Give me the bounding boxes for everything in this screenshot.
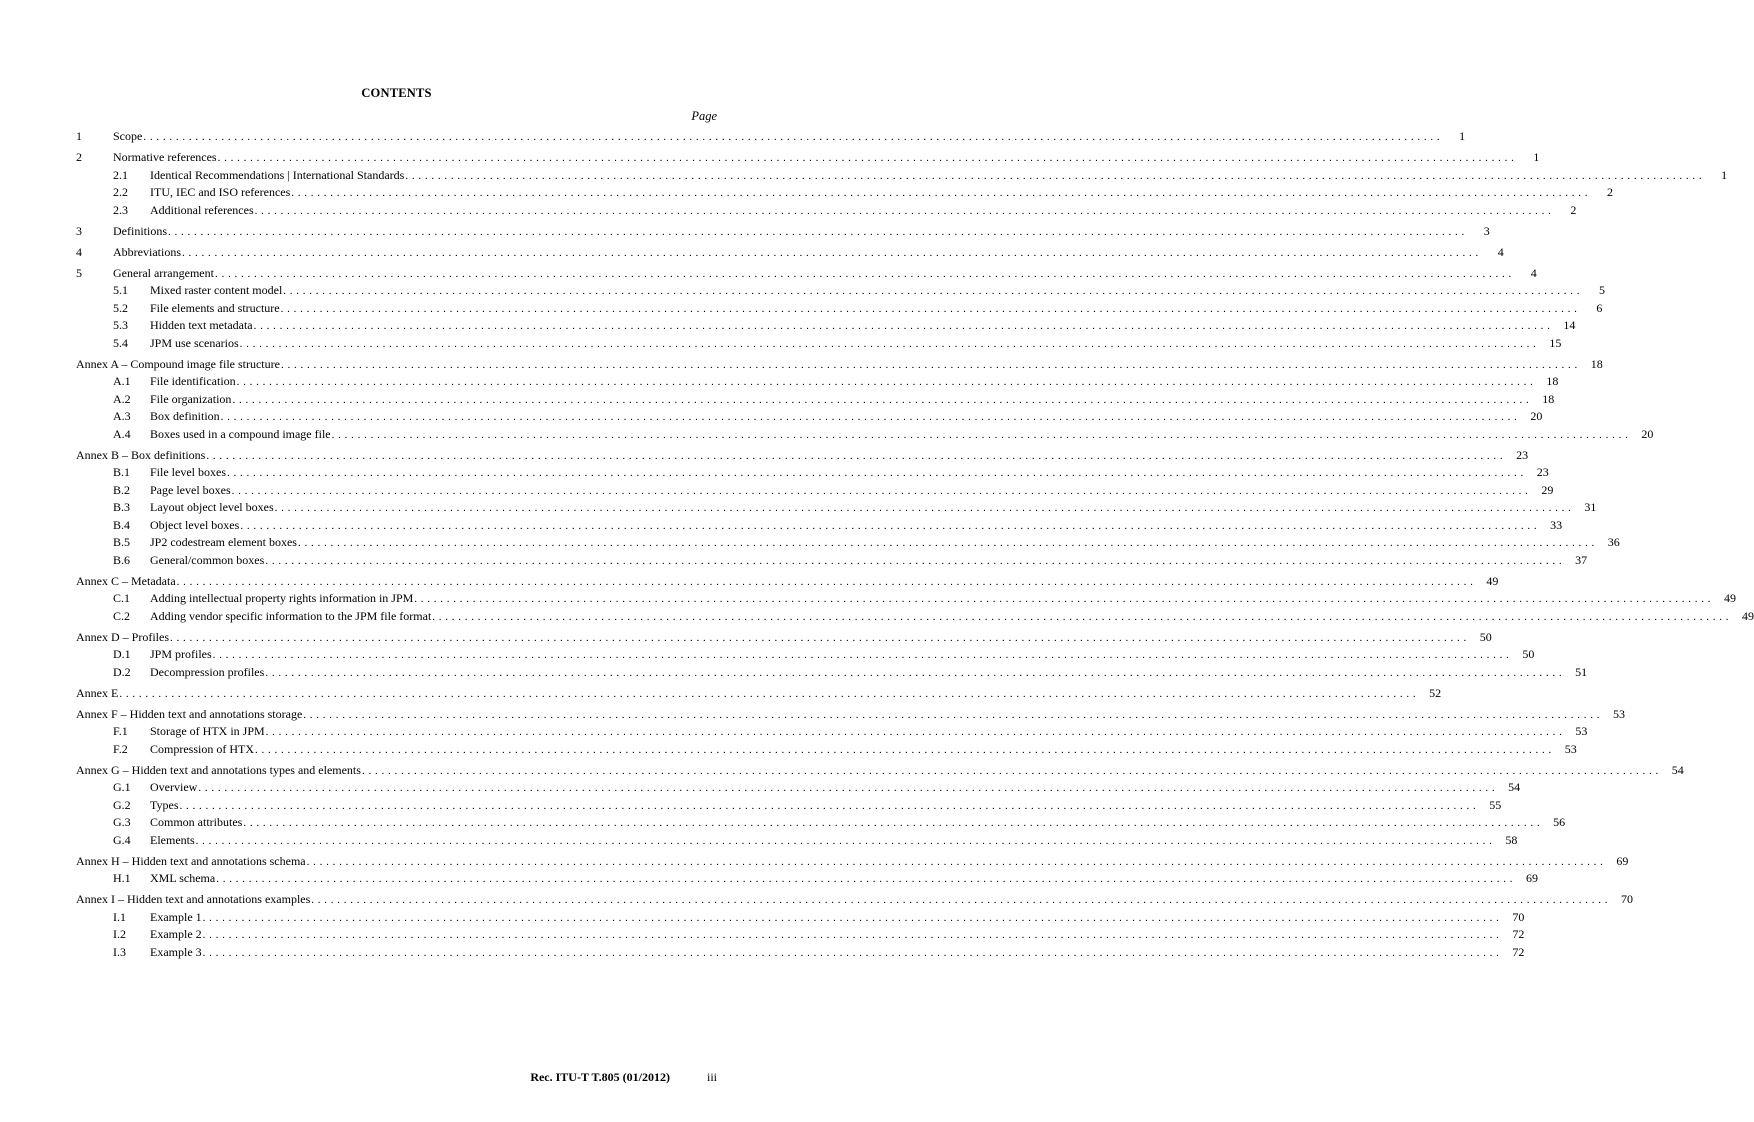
toc-entry-number: G.4 <box>113 832 131 847</box>
toc-annex-entry[interactable] <box>76 891 1634 909</box>
toc-entry[interactable] <box>76 608 1754 626</box>
toc-entry-title: File level boxes <box>150 465 226 479</box>
toc-entry-title: Hidden text metadata <box>150 318 253 332</box>
toc-leader-dots: . . . . . . . . . . . . . . . . . . . . . . . . . . . . . . . . . . . . . . . . . . . . . . . . . . . . . . . . . . . . . . . . . . . . . . . . . . . . . . . . . . . . . . . . . . . . . . . . . . . . . . . . . . . . . . . . . . . . . . . . . . . . . . . . . . . . . . . . . . . . . . . . . . . . . . . . . . . . . . . . . . . . . . . . . . . . . . . . . . . . . . . . . . . . . . . . . . . . . . . . <box>198 782 1496 794</box>
toc-leader-dots: . . . . . . . . . . . . . . . . . . . . . . . . . . . . . . . . . . . . . . . . . . . . . . . . . . . . . . . . . . . . . . . . . . . . . . . . . . . . . . . . . . . . . . . . . . . . . . . . . . . . . . . . . . . . . . . . . . . . . . . . . . . . . . . . . . . . . . . . . . . . . . . . . . . . . . . . . . . . . . . . . . . . . . . . . . . . . . . . . . . . . . . . . . . . . . . . . . . . . . . . <box>220 411 1518 423</box>
toc-entry[interactable] <box>76 265 1537 283</box>
page-footer <box>0 1070 717 1085</box>
toc-entry-number: 2.1 <box>113 167 128 182</box>
toc-entry[interactable] <box>76 464 1549 482</box>
toc-entry[interactable] <box>76 646 1535 664</box>
toc-entry-page: 18 <box>1542 391 1555 406</box>
toc-entry[interactable] <box>76 335 1562 353</box>
toc-entry[interactable] <box>76 426 1654 444</box>
toc-leader-dots: . . . . . . . . . . . . . . . . . . . . . . . . . . . . . . . . . . . . . . . . . . . . . . . . . . . . . . . . . . . . . . . . . . . . . . . . . . . . . . . . . . . . . . . . . . . . . . . . . . . . . . . . . . . . . . . . . . . . . . . . . . . . . . . . . . . . . . . . . . . . . . . . . . . . . . . . . . . . . . . . . . . . . . . . . . . . . . . . . . . . . . . . . . . . . . . . . . . . . . . . <box>283 285 1581 297</box>
toc-entry-number: C.1 <box>113 591 131 605</box>
toc-entry-title: Annex D – Profiles <box>76 629 169 644</box>
toc-leader-dots: . . . . . . . . . . . . . . . . . . . . . . . . . . . . . . . . . . . . . . . . . . . . . . . . . . . . . . . . . . . . . . . . . . . . . . . . . . . . . . . . . . . . . . . . . . . . . . . . . . . . . . . . . . . . . . . . . . . . . . . . . . . . . . . . . . . . . . . . . . . . . . . . . . . . . . . . . . . . . . . . . . . . . . . . . . . . . . . . . . . . . . . . . . . . . . . . . . . . . . . . <box>143 131 1441 143</box>
toc-entry-page: 56 <box>1553 815 1566 829</box>
toc-leader-dots: . . . . . . . . . . . . . . . . . . . . . . . . . . . . . . . . . . . . . . . . . . . . . . . . . . . . . . . . . . . . . . . . . . . . . . . . . . . . . . . . . . . . . . . . . . . . . . . . . . . . . . . . . . . . . . . . . . . . . . . . . . . . . . . . . . . . . . . . . . . . . . . . . . . . . . . . . . . . . . . . . . . . . . . . . . . . . . . . . . . . . . . . . . . . . . . . . . . . . . . . <box>202 929 1500 941</box>
toc-entry[interactable] <box>76 391 1555 409</box>
toc-entry-title: JP2 codestream element boxes <box>150 535 297 549</box>
toc-entry-number: B.3 <box>113 500 131 514</box>
toc-entry-page: 70 <box>1512 909 1525 924</box>
toc-entry[interactable] <box>76 552 1588 570</box>
toc-leader-dots: . . . . . . . . . . . . . . . . . . . . . . . . . . . . . . . . . . . . . . . . . . . . . . . . . . . . . . . . . . . . . . . . . . . . . . . . . . . . . . . . . . . . . . . . . . . . . . . . . . . . . . . . . . . . . . . . . . . . . . . . . . . . . . . . . . . . . . . . . . . . . . . . . . . . . . . . . . . . . . . . . . . . . . . . . . . . . . . . . . . . . . . . . . . . . . . . . . . . . . . . <box>195 834 1493 847</box>
toc-entry[interactable] <box>76 944 1525 962</box>
toc-leader-dots: . . . . . . . . . . . . . . . . . . . . . . . . . . . . . . . . . . . . . . . . . . . . . . . . . . . . . . . . . . . . . . . . . . . . . . . . . . . . . . . . . . . . . . . . . . . . . . . . . . . . . . . . . . . . . . . . . . . . . . . . . . . . . . . . . . . . . . . . . . . . . . . . . . . . . . . . . . . . . . . . . . . . . . . . . . . . . . . . . . . . . . . . . . . . . . . . . . . . . . . . <box>176 575 1474 588</box>
toc-entry[interactable] <box>76 926 1525 944</box>
toc-entry-title: Adding vendor specific information to the JPM file format <box>150 608 432 623</box>
toc-leader-dots: . . . . . . . . . . . . . . . . . . . . . . . . . . . . . . . . . . . . . . . . . . . . . . . . . . . . . . . . . . . . . . . . . . . . . . . . . . . . . . . . . . . . . . . . . . . . . . . . . . . . . . . . . . . . . . . . . . . . . . . . . . . . . . . . . . . . . . . . . . . . . . . . . . . . . . . . . . . . . . . . . . . . . . . . . . . . . . . . . . . . . . . . . . . . . . . . . . . . . . . . <box>254 204 1552 217</box>
toc-entry[interactable] <box>76 223 1490 241</box>
toc-leader-dots: . . . . . . . . . . . . . . . . . . . . . . . . . . . . . . . . . . . . . . . . . . . . . . . . . . . . . . . . . . . . . . . . . . . . . . . . . . . . . . . . . . . . . . . . . . . . . . . . . . . . . . . . . . . . . . . . . . . . . . . . . . . . . . . . . . . . . . . . . . . . . . . . . . . . . . . . . . . . . . . . . . . . . . . . . . . . . . . . . . . . . . . . . . . . . . . . . . . . . . . . <box>182 246 1479 259</box>
toc-entry[interactable] <box>76 244 1504 262</box>
toc-entry-title: Annex G – Hidden text and annotations types and elements <box>76 762 361 777</box>
toc-entry-page: 55 <box>1489 797 1502 812</box>
toc-leader-dots: . . . . . . . . . . . . . . . . . . . . . . . . . . . . . . . . . . . . . . . . . . . . . . . . . . . . . . . . . . . . . . . . . . . . . . . . . . . . . . . . . . . . . . . . . . . . . . . . . . . . . . . . . . . . . . . . . . . . . . . . . . . . . . . . . . . . . . . . . . . . . . . . . . . . . . . . . . . . . . . . . . . . . . . . . . . . . . . . . . . . . . . . . . . . . . . . . . . . . . . . <box>414 593 1712 605</box>
toc-entry-number: F.2 <box>113 741 128 756</box>
toc-entry-page: 54 <box>1671 762 1684 777</box>
toc-entry-title: Annex B – Box definitions <box>76 447 206 462</box>
toc-leader-dots: . . . . . . . . . . . . . . . . . . . . . . . . . . . . . . . . . . . . . . . . . . . . . . . . . . . . . . . . . . . . . . . . . . . . . . . . . . . . . . . . . . . . . . . . . . . . . . . . . . . . . . . . . . . . . . . . . . . . . . . . . . . . . . . . . . . . . . . . . . . . . . . . . . . . . . . . . . . . . . . . . . . . . . . . . . . . . . . . . . . . . . . . . . . . . . . . . . . . . . . . <box>297 537 1595 549</box>
toc-entry[interactable] <box>76 300 1603 318</box>
toc-entry-title: Adding intellectual property rights information in JPM <box>150 591 414 605</box>
toc-annex-entry[interactable] <box>76 629 1492 647</box>
toc-entry-page: 69 <box>1616 853 1629 868</box>
toc-entry-number: 2.2 <box>113 185 128 199</box>
toc-leader-dots: . . . . . . . . . . . . . . . . . . . . . . . . . . . . . . . . . . . . . . . . . . . . . . . . . . . . . . . . . . . . . . . . . . . . . . . . . . . . . . . . . . . . . . . . . . . . . . . . . . . . . . . . . . . . . . . . . . . . . . . . . . . . . . . . . . . . . . . . . . . . . . . . . . . . . . . . . . . . . . . . . . . . . . . . . . . . . . . . . . . . . . . . . . . . . . . . . . . . . . . . <box>432 610 1730 623</box>
toc-entry-title: General arrangement <box>113 265 214 280</box>
toc-leader-dots: . . . . . . . . . . . . . . . . . . . . . . . . . . . . . . . . . . . . . . . . . . . . . . . . . . . . . . . . . . . . . . . . . . . . . . . . . . . . . . . . . . . . . . . . . . . . . . . . . . . . . . . . . . . . . . . . . . . . . . . . . . . . . . . . . . . . . . . . . . . . . . . . . . . . . . . . . . . . . . . . . . . . . . . . . . . . . . . . . . . . . . . . . . . . . . . . . . . . . . . . <box>311 894 1609 906</box>
toc-entry-page: 72 <box>1512 927 1525 941</box>
toc-leader-dots: . . . . . . . . . . . . . . . . . . . . . . . . . . . . . . . . . . . . . . . . . . . . . . . . . . . . . . . . . . . . . . . . . . . . . . . . . . . . . . . . . . . . . . . . . . . . . . . . . . . . . . . . . . . . . . . . . . . . . . . . . . . . . . . . . . . . . . . . . . . . . . . . . . . . . . . . . . . . . . . . . . . . . . . . . . . . . . . . . . . . . . . . . . . . . . . . . . . . . . . . <box>170 631 1467 644</box>
toc-entry-title: Elements <box>150 832 195 847</box>
toc-entry-number: I.2 <box>113 927 126 941</box>
toc-entry-title: Scope <box>113 129 143 143</box>
toc-entry-title: Storage of HTX in JPM <box>150 724 265 738</box>
toc-leader-dots: . . . . . . . . . . . . . . . . . . . . . . . . . . . . . . . . . . . . . . . . . . . . . . . . . . . . . . . . . . . . . . . . . . . . . . . . . . . . . . . . . . . . . . . . . . . . . . . . . . . . . . . . . . . . . . . . . . . . . . . . . . . . . . . . . . . . . . . . . . . . . . . . . . . . . . . . . . . . . . . . . . . . . . . . . . . . . . . . . . . . . . . . . . . . . . . . . . . . . . . . <box>280 302 1578 315</box>
toc-entry-title: Page level boxes <box>150 482 231 497</box>
toc-leader-dots: . . . . . . . . . . . . . . . . . . . . . . . . . . . . . . . . . . . . . . . . . . . . . . . . . . . . . . . . . . . . . . . . . . . . . . . . . . . . . . . . . . . . . . . . . . . . . . . . . . . . . . . . . . . . . . . . . . . . . . . . . . . . . . . . . . . . . . . . . . . . . . . . . . . . . . . . . . . . . . . . . . . . . . . . . . . . . . . . . . . . . . . . . . . . . . . . . . . . . . . . <box>265 554 1563 567</box>
toc-leader-dots: . . . . . . . . . . . . . . . . . . . . . . . . . . . . . . . . . . . . . . . . . . . . . . . . . . . . . . . . . . . . . . . . . . . . . . . . . . . . . . . . . . . . . . . . . . . . . . . . . . . . . . . . . . . . . . . . . . . . . . . . . . . . . . . . . . . . . . . . . . . . . . . . . . . . . . . . . . . . . . . . . . . . . . . . . . . . . . . . . . . . . . . . . . . . . . . . . . . . . . . . <box>236 376 1534 388</box>
toc-entry-number: I.3 <box>113 944 126 959</box>
toc-leader-dots: . . . . . . . . . . . . . . . . . . . . . . . . . . . . . . . . . . . . . . . . . . . . . . . . . . . . . . . . . . . . . . . . . . . . . . . . . . . . . . . . . . . . . . . . . . . . . . . . . . . . . . . . . . . . . . . . . . . . . . . . . . . . . . . . . . . . . . . . . . . . . . . . . . . . . . . . . . . . . . . . . . . . . . . . . . . . . . . . . . . . . . . . . . . . . . . . . . . . . . . . <box>231 484 1529 497</box>
toc-entry-page: 15 <box>1549 335 1562 350</box>
toc-entry-page: 2 <box>1607 185 1614 199</box>
toc-entry-page: 51 <box>1575 664 1588 679</box>
toc-entry-number: A.3 <box>113 409 131 423</box>
toc-entry-page: 14 <box>1563 318 1576 332</box>
toc-entry-number: D.2 <box>113 664 131 679</box>
toc-entry-page: 1 <box>1721 167 1728 182</box>
toc-entry-number: A.2 <box>113 391 131 406</box>
toc-leader-dots: . . . . . . . . . . . . . . . . . . . . . . . . . . . . . . . . . . . . . . . . . . . . . . . . . . . . . . . . . . . . . . . . . . . . . . . . . . . . . . . . . . . . . . . . . . . . . . . . . . . . . . . . . . . . . . . . . . . . . . . . . . . . . . . . . . . . . . . . . . . . . . . . . . . . . . . . . . . . . . . . . . . . . . . . . . . . . . . . . . . . . . . . . . . . . . . . . . . . . . . . <box>226 467 1524 479</box>
toc-entry-title: General/common boxes <box>150 552 265 567</box>
toc-entry-number: B.2 <box>113 482 131 497</box>
toc-entry-title: Annex A – Compound image file structure <box>76 356 280 371</box>
toc-entry-title: Abbreviations <box>113 244 181 259</box>
toc-entry-number: A.1 <box>113 374 131 388</box>
toc-entry[interactable] <box>76 741 1577 759</box>
toc-entry[interactable] <box>76 202 1577 220</box>
toc-leader-dots: . . . . . . . . . . . . . . . . . . . . . . . . . . . . . . . . . . . . . . . . . . . . . . . . . . . . . . . . . . . . . . . . . . . . . . . . . . . . . . . . . . . . . . . . . . . . . . . . . . . . . . . . . . . . . . . . . . . . . . . . . . . . . . . . . . . . . . . . . . . . . . . . . . . . . . . . . . . . . . . . . . . . . . . . . . . . . . . . . . . . . . . . . . . . . . . . . . . . . . . . <box>405 169 1703 182</box>
toc-annex-entry[interactable] <box>76 447 1529 465</box>
toc-entry-page: 4 <box>1530 265 1537 280</box>
toc-leader-dots: . . . . . . . . . . . . . . . . . . . . . . . . . . . . . . . . . . . . . . . . . . . . . . . . . . . . . . . . . . . . . . . . . . . . . . . . . . . . . . . . . . . . . . . . . . . . . . . . . . . . . . . . . . . . . . . . . . . . . . . . . . . . . . . . . . . . . . . . . . . . . . . . . . . . . . . . . . . . . . . . . . . . . . . . . . . . . . . . . . . . . . . . . . . . . . . . . . . . . . . . <box>291 187 1589 199</box>
toc-leader-dots: . . . . . . . . . . . . . . . . . . . . . . . . . . . . . . . . . . . . . . . . . . . . . . . . . . . . . . . . . . . . . . . . . . . . . . . . . . . . . . . . . . . . . . . . . . . . . . . . . . . . . . . . . . . . . . . . . . . . . . . . . . . . . . . . . . . . . . . . . . . . . . . . . . . . . . . . . . . . . . . . . . . . . . . . . . . . . . . . . . . . . . . . . . . . . . . . . . . . . . . . <box>361 764 1659 777</box>
toc-entry-title: Example 2 <box>150 927 202 941</box>
toc-entry-page: 36 <box>1607 535 1620 549</box>
toc-entry-page: 37 <box>1575 552 1588 567</box>
toc-entry-number: 2 <box>76 150 82 164</box>
toc-entry-page: 54 <box>1508 780 1521 794</box>
toc-entry-number: D.1 <box>113 647 131 661</box>
toc-entry-title: Annex F – Hidden text and annotations storage <box>76 706 303 721</box>
toc-entry-number: 4 <box>76 244 82 259</box>
toc-entry[interactable] <box>76 797 1502 815</box>
toc-entry-title: Boxes used in a compound image file <box>150 426 331 441</box>
toc-entry[interactable] <box>76 814 1566 832</box>
toc-leader-dots: . . . . . . . . . . . . . . . . . . . . . . . . . . . . . . . . . . . . . . . . . . . . . . . . . . . . . . . . . . . . . . . . . . . . . . . . . . . . . . . . . . . . . . . . . . . . . . . . . . . . . . . . . . . . . . . . . . . . . . . . . . . . . . . . . . . . . . . . . . . . . . . . . . . . . . . . . . . . . . . . . . . . . . . . . . . . . . . . . . . . . . . . . . . . . . . . . . . . . . . . <box>239 337 1537 350</box>
toc-entry-page: 5 <box>1599 283 1606 297</box>
page-title: CONTENTS <box>361 86 432 100</box>
toc-leader-dots: . . . . . . . . . . . . . . . . . . . . . . . . . . . . . . . . . . . . . . . . . . . . . . . . . . . . . . . . . . . . . . . . . . . . . . . . . . . . . . . . . . . . . . . . . . . . . . . . . . . . . . . . . . . . . . . . . . . . . . . . . . . . . . . . . . . . . . . . . . . . . . . . . . . . . . . . . . . . . . . . . . . . . . . . . . . . . . . . . . . . . . . . . . . . . . . . . . . . . . . . <box>202 911 1500 924</box>
toc-leader-dots: . . . . . . . . . . . . . . . . . . . . . . . . . . . . . . . . . . . . . . . . . . . . . . . . . . . . . . . . . . . . . . . . . . . . . . . . . . . . . . . . . . . . . . . . . . . . . . . . . . . . . . . . . . . . . . . . . . . . . . . . . . . . . . . . . . . . . . . . . . . . . . . . . . . . . . . . . . . . . . . . . . . . . . . . . . . . . . . . . . . . . . . . . . . . . . . . . . . . . . . . <box>216 873 1513 885</box>
toc-entry-number: G.3 <box>113 815 131 829</box>
toc-leader-dots: . . . . . . . . . . . . . . . . . . . . . . . . . . . . . . . . . . . . . . . . . . . . . . . . . . . . . . . . . . . . . . . . . . . . . . . . . . . . . . . . . . . . . . . . . . . . . . . . . . . . . . . . . . . . . . . . . . . . . . . . . . . . . . . . . . . . . . . . . . . . . . . . . . . . . . . . . . . . . . . . . . . . . . . . . . . . . . . . . . . . . . . . . . . . . . . . . . . . . . . . <box>212 649 1510 661</box>
toc-entry[interactable] <box>76 909 1525 927</box>
toc-entry-title: Annex E <box>76 685 119 700</box>
toc-leader-dots: . . . . . . . . . . . . . . . . . . . . . . . . . . . . . . . . . . . . . . . . . . . . . . . . . . . . . . . . . . . . . . . . . . . . . . . . . . . . . . . . . . . . . . . . . . . . . . . . . . . . . . . . . . . . . . . . . . . . . . . . . . . . . . . . . . . . . . . . . . . . . . . . . . . . . . . . . . . . . . . . . . . . . . . . . . . . . . . . . . . . . . . . . . . . . . . . . . . . . . . . <box>232 393 1530 406</box>
toc-entry-page: 53 <box>1564 741 1577 756</box>
toc-leader-dots: . . . . . . . . . . . . . . . . . . . . . . . . . . . . . . . . . . . . . . . . . . . . . . . . . . . . . . . . . . . . . . . . . . . . . . . . . . . . . . . . . . . . . . . . . . . . . . . . . . . . . . . . . . . . . . . . . . . . . . . . . . . . . . . . . . . . . . . . . . . . . . . . . . . . . . . . . . . . . . . . . . . . . . . . . . . . . . . . . . . . . . . . . . . . . . . . . . . . . . . . <box>240 519 1538 532</box>
toc-entry[interactable] <box>76 517 1563 535</box>
toc-entry-number: F.1 <box>113 724 128 738</box>
toc-entry-title: Additional references <box>150 202 254 217</box>
toc-entry[interactable] <box>76 499 1597 517</box>
toc-leader-dots: . . . . . . . . . . . . . . . . . . . . . . . . . . . . . . . . . . . . . . . . . . . . . . . . . . . . . . . . . . . . . . . . . . . . . . . . . . . . . . . . . . . . . . . . . . . . . . . . . . . . . . . . . . . . . . . . . . . . . . . . . . . . . . . . . . . . . . . . . . . . . . . . . . . . . . . . . . . . . . . . . . . . . . . . . . . . . . . . . . . . . . . . . . . . . . . . . . . . . . . . <box>202 946 1500 959</box>
toc-entry-number: C.2 <box>113 608 131 623</box>
toc-entry-page: 4 <box>1497 244 1504 259</box>
toc-entry-number: G.2 <box>113 797 131 812</box>
toc-entry-title: XML schema <box>150 871 216 885</box>
toc-entry-number: 3 <box>76 223 82 238</box>
page-column-label: Page <box>691 109 717 123</box>
toc-entry-number: B.1 <box>113 465 131 479</box>
toc-entry-title: Annex C – Metadata <box>76 573 176 588</box>
toc-entry[interactable] <box>76 482 1554 500</box>
toc-leader-dots: . . . . . . . . . . . . . . . . . . . . . . . . . . . . . . . . . . . . . . . . . . . . . . . . . . . . . . . . . . . . . . . . . . . . . . . . . . . . . . . . . . . . . . . . . . . . . . . . . . . . . . . . . . . . . . . . . . . . . . . . . . . . . . . . . . . . . . . . . . . . . . . . . . . . . . . . . . . . . . . . . . . . . . . . . . . . . . . . . . . . . . . . . . . . . . . . . . . . . . . . <box>265 666 1563 679</box>
toc-leader-dots: . . . . . . . . . . . . . . . . . . . . . . . . . . . . . . . . . . . . . . . . . . . . . . . . . . . . . . . . . . . . . . . . . . . . . . . . . . . . . . . . . . . . . . . . . . . . . . . . . . . . . . . . . . . . . . . . . . . . . . . . . . . . . . . . . . . . . . . . . . . . . . . . . . . . . . . . . . . . . . . . . . . . . . . . . . . . . . . . . . . . . . . . . . . . . . . . . . . . . . . . <box>274 502 1572 514</box>
toc-entry-page: 18 <box>1590 356 1603 371</box>
toc-entry-number: B.5 <box>113 535 131 549</box>
toc-entry-title: Types <box>150 797 179 812</box>
toc-entry-page: 1 <box>1459 129 1466 143</box>
toc-entry[interactable] <box>76 282 1606 300</box>
toc-entry-number: 5 <box>76 265 82 280</box>
toc-entry-title: File identification <box>150 374 236 388</box>
toc-leader-dots: . . . . . . . . . . . . . . . . . . . . . . . . . . . . . . . . . . . . . . . . . . . . . . . . . . . . . . . . . . . . . . . . . . . . . . . . . . . . . . . . . . . . . . . . . . . . . . . . . . . . . . . . . . . . . . . . . . . . . . . . . . . . . . . . . . . . . . . . . . . . . . . . . . . . . . . . . . . . . . . . . . . . . . . . . . . . . . . . . . . . . . . . . . . . . . . . . . . . . . . . <box>265 726 1563 738</box>
toc-entry-page: 18 <box>1546 374 1559 388</box>
toc-entry[interactable] <box>76 149 1540 167</box>
toc-entry-title: Object level boxes <box>150 517 240 532</box>
toc-entry-title: Normative references <box>113 150 217 164</box>
toc-leader-dots: . . . . . . . . . . . . . . . . . . . . . . . . . . . . . . . . . . . . . . . . . . . . . . . . . . . . . . . . . . . . . . . . . . . . . . . . . . . . . . . . . . . . . . . . . . . . . . . . . . . . . . . . . . . . . . . . . . . . . . . . . . . . . . . . . . . . . . . . . . . . . . . . . . . . . . . . . . . . . . . . . . . . . . . . . . . . . . . . . . . . . . . . . . . . . . . . . . . . . . . . <box>243 817 1541 829</box>
toc-entry-page: 3 <box>1483 223 1490 238</box>
toc-entry-page: 6 <box>1596 300 1603 315</box>
toc-entry[interactable] <box>76 317 1576 335</box>
toc-entry-title: Example 3 <box>150 944 202 959</box>
table-of-contents <box>76 128 1754 961</box>
toc-leader-dots: . . . . . . . . . . . . . . . . . . . . . . . . . . . . . . . . . . . . . . . . . . . . . . . . . . . . . . . . . . . . . . . . . . . . . . . . . . . . . . . . . . . . . . . . . . . . . . . . . . . . . . . . . . . . . . . . . . . . . . . . . . . . . . . . . . . . . . . . . . . . . . . . . . . . . . . . . . . . . . . . . . . . . . . . . . . . . . . . . . . . . . . . . . . . . . . . . . . . . . . . <box>306 855 1604 868</box>
toc-annex-entry[interactable] <box>76 573 1499 591</box>
toc-leader-dots: . . . . . . . . . . . . . . . . . . . . . . . . . . . . . . . . . . . . . . . . . . . . . . . . . . . . . . . . . . . . . . . . . . . . . . . . . . . . . . . . . . . . . . . . . . . . . . . . . . . . . . . . . . . . . . . . . . . . . . . . . . . . . . . . . . . . . . . . . . . . . . . . . . . . . . . . . . . . . . . . . . . . . . . . . . . . . . . . . . . . . . . . . . . . . . . . . . . . . . . . <box>331 428 1629 441</box>
toc-leader-dots: . . . . . . . . . . . . . . . . . . . . . . . . . . . . . . . . . . . . . . . . . . . . . . . . . . . . . . . . . . . . . . . . . . . . . . . . . . . . . . . . . . . . . . . . . . . . . . . . . . . . . . . . . . . . . . . . . . . . . . . . . . . . . . . . . . . . . . . . . . . . . . . . . . . . . . . . . . . . . . . . . . . . . . . . . . . . . . . . . . . . . . . . . . . . . . . . . . . . . . . . <box>214 267 1512 280</box>
toc-entry-page: 53 <box>1575 724 1588 738</box>
toc-entry-page: 50 <box>1479 629 1492 644</box>
toc-entry[interactable] <box>76 128 1466 146</box>
toc-entry-page: 2 <box>1570 202 1577 217</box>
toc-entry-page: 49 <box>1742 608 1754 623</box>
toc-entry-page: 58 <box>1505 832 1518 847</box>
toc-entry[interactable] <box>76 408 1543 426</box>
toc-entry-page: 33 <box>1550 517 1563 532</box>
toc-entry-number: 5.1 <box>113 283 128 297</box>
toc-entry[interactable] <box>76 167 1728 185</box>
toc-leader-dots: . . . . . . . . . . . . . . . . . . . . . . . . . . . . . . . . . . . . . . . . . . . . . . . . . . . . . . . . . . . . . . . . . . . . . . . . . . . . . . . . . . . . . . . . . . . . . . . . . . . . . . . . . . . . . . . . . . . . . . . . . . . . . . . . . . . . . . . . . . . . . . . . . . . . . . . . . . . . . . . . . . . . . . . . . . . . . . . . . . . . . . . . . . . . . . . . . . . . . . . . <box>253 320 1551 332</box>
toc-entry-number: H.1 <box>113 871 131 885</box>
toc-entry-title: Definitions <box>113 223 167 238</box>
toc-entry-page: 23 <box>1536 465 1549 479</box>
toc-entry-page: 29 <box>1541 482 1554 497</box>
toc-entry-page: 52 <box>1429 685 1442 700</box>
page-number: iii <box>706 1070 717 1084</box>
toc-entry-title: Annex H – Hidden text and annotations schema <box>76 853 306 868</box>
toc-entry-page: 20 <box>1530 409 1543 423</box>
toc-leader-dots: . . . . . . . . . . . . . . . . . . . . . . . . . . . . . . . . . . . . . . . . . . . . . . . . . . . . . . . . . . . . . . . . . . . . . . . . . . . . . . . . . . . . . . . . . . . . . . . . . . . . . . . . . . . . . . . . . . . . . . . . . . . . . . . . . . . . . . . . . . . . . . . . . . . . . . . . . . . . . . . . . . . . . . . . . . . . . . . . . . . . . . . . . . . . . . . . . . . . . . . . <box>206 449 1504 462</box>
toc-entry[interactable] <box>76 870 1538 888</box>
toc-entry-title: Layout object level boxes <box>150 500 274 514</box>
toc-annex-entry[interactable] <box>76 356 1603 374</box>
toc-entry-page: 50 <box>1522 647 1535 661</box>
toc-entry[interactable] <box>76 832 1518 850</box>
toc-leader-dots: . . . . . . . . . . . . . . . . . . . . . . . . . . . . . . . . . . . . . . . . . . . . . . . . . . . . . . . . . . . . . . . . . . . . . . . . . . . . . . . . . . . . . . . . . . . . . . . . . . . . . . . . . . . . . . . . . . . . . . . . . . . . . . . . . . . . . . . . . . . . . . . . . . . . . . . . . . . . . . . . . . . . . . . . . . . . . . . . . . . . . . . . . . . . . . . . . . . . . . . . <box>119 687 1417 700</box>
toc-entry-title: File elements and structure <box>150 300 280 315</box>
toc-leader-dots: . . . . . . . . . . . . . . . . . . . . . . . . . . . . . . . . . . . . . . . . . . . . . . . . . . . . . . . . . . . . . . . . . . . . . . . . . . . . . . . . . . . . . . . . . . . . . . . . . . . . . . . . . . . . . . . . . . . . . . . . . . . . . . . . . . . . . . . . . . . . . . . . . . . . . . . . . . . . . . . . . . . . . . . . . . . . . . . . . . . . . . . . . . . . . . . . . . . . . . . . <box>303 708 1601 721</box>
toc-entry-number: 2.3 <box>113 202 128 217</box>
toc-entry-title: ITU, IEC and ISO references <box>150 185 291 199</box>
toc-entry-title: Mixed raster content model <box>150 283 283 297</box>
toc-entry-page: 20 <box>1641 426 1654 441</box>
toc-entry-number: 5.3 <box>113 318 128 332</box>
toc-entry-number: B.6 <box>113 552 131 567</box>
toc-entry[interactable] <box>76 373 1559 391</box>
toc-annex-entry[interactable] <box>76 685 1442 703</box>
recommendation-reference: Rec. ITU-T T.805 (01/2012) <box>530 1070 670 1084</box>
toc-entry-page: 70 <box>1621 892 1634 906</box>
toc-leader-dots: . . . . . . . . . . . . . . . . . . . . . . . . . . . . . . . . . . . . . . . . . . . . . . . . . . . . . . . . . . . . . . . . . . . . . . . . . . . . . . . . . . . . . . . . . . . . . . . . . . . . . . . . . . . . . . . . . . . . . . . . . . . . . . . . . . . . . . . . . . . . . . . . . . . . . . . . . . . . . . . . . . . . . . . . . . . . . . . . . . . . . . . . . . . . . . . . . . . . . . . . <box>168 225 1465 238</box>
toc-entry[interactable] <box>76 534 1620 552</box>
toc-entry-number: I.1 <box>113 909 126 924</box>
toc-entry[interactable] <box>76 664 1588 682</box>
toc-entry-title: JPM profiles <box>150 647 212 661</box>
toc-entry-title: Example 1 <box>150 909 202 924</box>
toc-leader-dots: . . . . . . . . . . . . . . . . . . . . . . . . . . . . . . . . . . . . . . . . . . . . . . . . . . . . . . . . . . . . . . . . . . . . . . . . . . . . . . . . . . . . . . . . . . . . . . . . . . . . . . . . . . . . . . . . . . . . . . . . . . . . . . . . . . . . . . . . . . . . . . . . . . . . . . . . . . . . . . . . . . . . . . . . . . . . . . . . . . . . . . . . . . . . . . . . . . . . . . . . <box>280 358 1578 371</box>
toc-entry-number: A.4 <box>113 426 131 441</box>
toc-entry-number: 5.2 <box>113 300 128 315</box>
toc-entry-title: Compression of HTX <box>150 741 254 756</box>
toc-entry-number: B.4 <box>113 517 131 532</box>
toc-annex-entry[interactable] <box>76 706 1626 724</box>
toc-entry-title: Overview <box>150 780 198 794</box>
toc-annex-entry[interactable] <box>76 762 1684 780</box>
toc-entry-page: 53 <box>1613 706 1626 721</box>
toc-leader-dots: . . . . . . . . . . . . . . . . . . . . . . . . . . . . . . . . . . . . . . . . . . . . . . . . . . . . . . . . . . . . . . . . . . . . . . . . . . . . . . . . . . . . . . . . . . . . . . . . . . . . . . . . . . . . . . . . . . . . . . . . . . . . . . . . . . . . . . . . . . . . . . . . . . . . . . . . . . . . . . . . . . . . . . . . . . . . . . . . . . . . . . . . . . . . . . . . . . . . . . . . <box>179 799 1477 812</box>
toc-entry-page: 23 <box>1516 447 1529 462</box>
toc-entry-page: 69 <box>1525 871 1538 885</box>
toc-entry[interactable] <box>76 779 1521 797</box>
toc-entry[interactable] <box>76 184 1614 202</box>
toc-entry-number: G.1 <box>113 780 131 794</box>
toc-entry-title: Annex I – Hidden text and annotations examples <box>76 892 311 906</box>
toc-annex-entry[interactable] <box>76 853 1629 871</box>
toc-entry-title: Identical Recommendations | International Standards <box>150 167 405 182</box>
toc-entry-page: 49 <box>1486 573 1499 588</box>
toc-entry-number: 1 <box>76 129 82 143</box>
toc-entry-page: 49 <box>1724 591 1737 605</box>
toc-entry-title: Common attributes <box>150 815 243 829</box>
toc-entry[interactable] <box>76 590 1737 608</box>
toc-entry-title: JPM use scenarios <box>150 335 239 350</box>
toc-entry-number: 5.4 <box>113 335 128 350</box>
toc-entry-title: Decompression profiles <box>150 664 265 679</box>
toc-leader-dots: . . . . . . . . . . . . . . . . . . . . . . . . . . . . . . . . . . . . . . . . . . . . . . . . . . . . . . . . . . . . . . . . . . . . . . . . . . . . . . . . . . . . . . . . . . . . . . . . . . . . . . . . . . . . . . . . . . . . . . . . . . . . . . . . . . . . . . . . . . . . . . . . . . . . . . . . . . . . . . . . . . . . . . . . . . . . . . . . . . . . . . . . . . . . . . . . . . . . . . . . <box>217 152 1515 164</box>
toc-entry-title: File organization <box>150 391 232 406</box>
toc-entry[interactable] <box>76 723 1588 741</box>
toc-entry-page: 31 <box>1584 500 1597 514</box>
toc-entry-page: 72 <box>1512 944 1525 959</box>
toc-leader-dots: . . . . . . . . . . . . . . . . . . . . . . . . . . . . . . . . . . . . . . . . . . . . . . . . . . . . . . . . . . . . . . . . . . . . . . . . . . . . . . . . . . . . . . . . . . . . . . . . . . . . . . . . . . . . . . . . . . . . . . . . . . . . . . . . . . . . . . . . . . . . . . . . . . . . . . . . . . . . . . . . . . . . . . . . . . . . . . . . . . . . . . . . . . . . . . . . . . . . . . . . <box>255 743 1552 756</box>
toc-entry-page: 1 <box>1533 150 1540 164</box>
toc-entry-title: Box definition <box>150 409 220 423</box>
